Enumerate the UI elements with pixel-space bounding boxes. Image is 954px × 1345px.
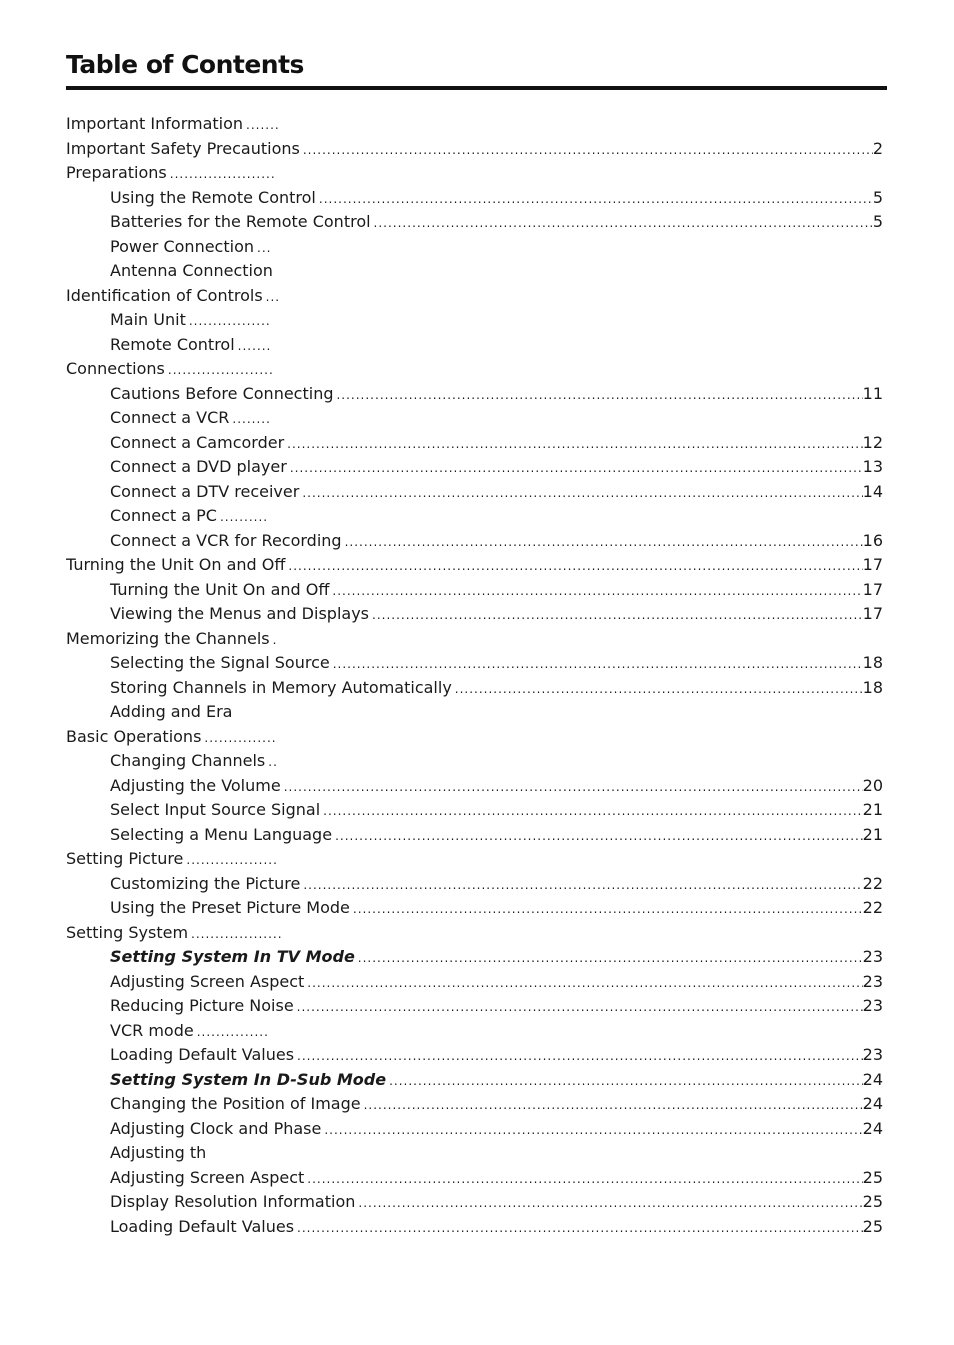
toc-entry[interactable] <box>66 529 883 554</box>
toc-entry[interactable] <box>66 1019 883 1044</box>
toc-entry[interactable] <box>66 798 883 823</box>
toc-dot-leader <box>290 456 863 480</box>
toc-entry-label: Selecting the Signal Source <box>110 653 330 672</box>
title-divider <box>66 86 887 90</box>
toc-page-number: 18 <box>862 653 883 672</box>
toc-dot-leader <box>307 1167 862 1191</box>
toc-entry[interactable] <box>66 872 883 897</box>
toc-entry-label: Connect a VCR <box>110 408 230 427</box>
toc-entry[interactable] <box>66 823 883 848</box>
toc-entry[interactable] <box>66 725 883 750</box>
toc-entry[interactable] <box>66 749 883 774</box>
toc-entry-label: Memorizing the Channels <box>66 628 270 648</box>
toc-entry[interactable] <box>66 847 883 872</box>
toc-dot-leader: ........ <box>232 412 271 426</box>
toc-page-number: 5 <box>872 187 883 207</box>
toc-entry[interactable] <box>66 1092 883 1117</box>
toc-dot-leader: . <box>272 632 278 647</box>
toc-entry-label: Viewing the Menus and Displays <box>110 604 369 623</box>
toc-entry-label: Identification of Controls <box>66 285 263 305</box>
toc-entry[interactable] <box>66 994 883 1019</box>
toc-entry-label: Loading Default Values <box>110 1045 295 1064</box>
toc-entry-label: Preparations <box>66 163 167 182</box>
toc-entry-label: Remote Control <box>110 334 235 354</box>
toc-dot-leader <box>297 995 863 1019</box>
toc-dot-leader <box>364 1093 863 1117</box>
toc-page-number: 23 <box>862 1045 883 1064</box>
toc-page-number: 22 <box>862 873 883 893</box>
toc-page-number: 17 <box>862 579 883 599</box>
toc-entry[interactable] <box>66 676 883 701</box>
toc-page-number: 23 <box>862 947 883 966</box>
toc-dot-leader <box>353 897 863 921</box>
toc-page-number: 22 <box>862 898 883 917</box>
toc-entry[interactable] <box>66 627 883 652</box>
toc-entry-label: Setting Picture <box>66 849 184 868</box>
toc-entry[interactable] <box>66 235 883 260</box>
toc-entry-label: Turning the Unit On and Off <box>66 555 286 574</box>
toc-entry[interactable] <box>66 1141 883 1166</box>
toc-page-number: 20 <box>862 775 883 795</box>
toc-entry[interactable] <box>66 137 883 162</box>
toc-entry[interactable] <box>66 259 883 284</box>
toc-entry-label: Using the Remote Control <box>110 187 316 207</box>
toc-page-number: 13 <box>862 457 883 476</box>
toc-entry-label: Setting System In TV Mode <box>110 947 355 966</box>
toc-dot-leader: ................... <box>191 926 283 941</box>
toc-dot-leader <box>345 530 863 554</box>
toc-dot-leader <box>297 1044 863 1068</box>
toc-page-number: 14 <box>862 481 883 501</box>
toc-entry[interactable] <box>66 1043 883 1068</box>
toc-dot-leader <box>333 652 863 676</box>
toc-entry-label: Adjusting Screen Aspect <box>110 971 305 991</box>
toc-entry[interactable] <box>66 700 883 725</box>
toc-dot-leader <box>303 873 862 897</box>
toc-dot-leader <box>323 799 862 823</box>
toc-dot-leader: ....... <box>237 338 272 353</box>
toc-dot-leader <box>284 775 863 799</box>
toc-dot-leader: ................... <box>186 853 278 867</box>
toc-page-number: 23 <box>862 996 883 1015</box>
toc-entry-label: Connect a DTV receiver <box>110 481 300 501</box>
toc-entry-label: Connect a PC <box>110 506 217 525</box>
toc-entry-label: Connections <box>66 359 165 378</box>
toc-dot-leader <box>455 677 863 701</box>
toc-dot-leader: ............... <box>204 730 277 745</box>
toc-entry[interactable] <box>66 210 883 235</box>
toc-dot-leader <box>335 824 863 848</box>
toc-dot-leader: ............... <box>196 1024 269 1039</box>
toc-page-number: 24 <box>862 1094 883 1113</box>
toc-entry[interactable] <box>66 431 883 456</box>
toc-dot-leader: ... <box>257 240 272 255</box>
toc-entry-label: Reducing Picture Noise <box>110 996 294 1015</box>
toc-entry[interactable] <box>66 602 883 627</box>
toc-page-number: 21 <box>862 800 883 819</box>
toc-entry-label: Adjusting Screen Aspect <box>110 1167 305 1187</box>
toc-dot-leader <box>319 187 873 211</box>
toc-entry-label: Important Safety Precautions <box>66 138 300 158</box>
toc-entry-label: Main Unit <box>110 310 186 329</box>
toc-dot-leader <box>303 138 873 162</box>
toc-entry[interactable] <box>66 186 883 211</box>
toc-entry-label: Storing Channels in Memory Automatically <box>110 677 452 697</box>
toc-page-number: 24 <box>862 1118 883 1138</box>
toc-entry-label: Power Connection <box>110 236 254 256</box>
toc-entry-label: Connect a DVD player <box>110 457 287 476</box>
toc-dot-leader <box>336 383 862 407</box>
toc-entry[interactable] <box>66 161 883 186</box>
toc-entry[interactable] <box>66 578 883 603</box>
toc-page-number: 5 <box>872 212 883 231</box>
toc-page-number: 23 <box>862 971 883 991</box>
toc-page-number: 21 <box>862 824 883 844</box>
toc-entry-label: Adjusting th <box>110 1143 207 1162</box>
toc-dot-leader <box>389 1069 863 1093</box>
toc-entry-label: Select Input Source Signal <box>110 800 321 819</box>
toc-dot-leader <box>302 481 862 505</box>
toc-entry-label: Setting System In D-Sub Mode <box>110 1069 387 1089</box>
toc-entry[interactable] <box>66 921 883 946</box>
toc-entry-label: Customizing the Picture <box>110 873 301 893</box>
toc-dot-leader <box>358 946 863 970</box>
toc-dot-leader <box>324 1118 862 1142</box>
toc-page-number: 18 <box>862 677 883 697</box>
toc-dot-leader: ....... <box>246 118 280 132</box>
toc-entry-label: Turning the Unit On and Off <box>110 579 330 599</box>
toc-entry[interactable] <box>66 1068 883 1093</box>
toc-entry[interactable] <box>66 382 883 407</box>
toc-entry[interactable] <box>66 333 883 358</box>
toc-dot-leader <box>288 554 862 578</box>
toc-page-number: 11 <box>862 383 883 403</box>
toc-dot-leader <box>374 211 873 235</box>
toc-entry[interactable] <box>66 896 883 921</box>
toc-dot-leader <box>307 971 862 995</box>
toc-page-number: 17 <box>862 604 883 623</box>
toc-entry-label: Changing the Position of Image <box>110 1094 361 1113</box>
toc-entry-label: Cautions Before Connecting <box>110 383 334 403</box>
toc-page-number: 24 <box>862 1069 883 1089</box>
toc-entry[interactable] <box>66 945 883 970</box>
toc-dot-leader <box>287 432 862 456</box>
toc-dot-leader: .. <box>268 755 278 769</box>
toc-dot-leader: ................. <box>188 314 271 328</box>
toc-entry[interactable] <box>66 480 883 505</box>
toc-entry[interactable] <box>66 1166 883 1191</box>
toc-dot-leader: ...................... <box>169 167 276 181</box>
toc-dot-leader <box>372 603 863 627</box>
toc-page-number: 25 <box>862 1216 883 1236</box>
toc-entry[interactable] <box>66 651 883 676</box>
toc-entry[interactable] <box>66 553 883 578</box>
toc-entry-label: Loading Default Values <box>110 1216 295 1236</box>
toc-page-number: 12 <box>862 432 883 452</box>
toc-entry[interactable] <box>66 504 883 529</box>
toc-entry[interactable] <box>66 1190 883 1215</box>
toc-dot-leader: ...................... <box>167 363 274 377</box>
toc-page-number: 16 <box>862 530 883 550</box>
toc-entry[interactable] <box>66 284 883 309</box>
toc-entry-label: Adjusting Clock and Phase <box>110 1118 322 1138</box>
toc-entry-label: Important Information <box>66 114 244 133</box>
toc-entry[interactable] <box>66 970 883 995</box>
toc-entry-label: VCR mode <box>110 1020 194 1040</box>
toc-dot-leader <box>358 1191 862 1215</box>
toc-entry-label: Adjusting the Volume <box>110 775 281 795</box>
toc-entry[interactable] <box>66 308 883 333</box>
toc-entry-label: Antenna Connection <box>110 261 273 280</box>
toc-entry-label: Using the Preset Picture Mode <box>110 898 350 917</box>
toc-entry-label: Display Resolution Information <box>110 1192 356 1211</box>
toc-page-number: 25 <box>862 1167 883 1187</box>
toc-entry[interactable] <box>66 1117 883 1142</box>
toc-entry-label: Adding and Era <box>110 702 233 721</box>
toc-entry[interactable] <box>66 406 883 431</box>
page-title: Table of Contents <box>66 50 304 79</box>
toc-entry[interactable] <box>66 357 883 382</box>
toc-entry[interactable] <box>66 774 883 799</box>
toc-dot-leader: ... <box>265 289 281 304</box>
toc-entry-label: Connect a VCR for Recording <box>110 530 342 550</box>
toc-entry-label: Selecting a Menu Language <box>110 824 333 844</box>
toc-entry-label: Connect a Camcorder <box>110 432 285 452</box>
toc-entry-label: Batteries for the Remote Control <box>110 212 371 231</box>
toc-entry[interactable] <box>66 455 883 480</box>
toc-dot-leader <box>332 579 862 603</box>
toc-entry-label: Changing Channels <box>110 751 266 770</box>
toc-entry-label: Basic Operations <box>66 726 202 746</box>
toc-entry[interactable] <box>66 112 883 137</box>
toc-page-number: 17 <box>862 555 883 574</box>
toc-entry[interactable] <box>66 1215 883 1240</box>
toc-entry-label: Setting System <box>66 922 189 942</box>
toc-page-number: 25 <box>862 1192 883 1211</box>
toc-dot-leader <box>297 1216 863 1240</box>
toc-page-number: 2 <box>872 138 883 158</box>
toc-dot-leader: .......... <box>219 510 269 524</box>
table-of-contents <box>66 112 883 1239</box>
